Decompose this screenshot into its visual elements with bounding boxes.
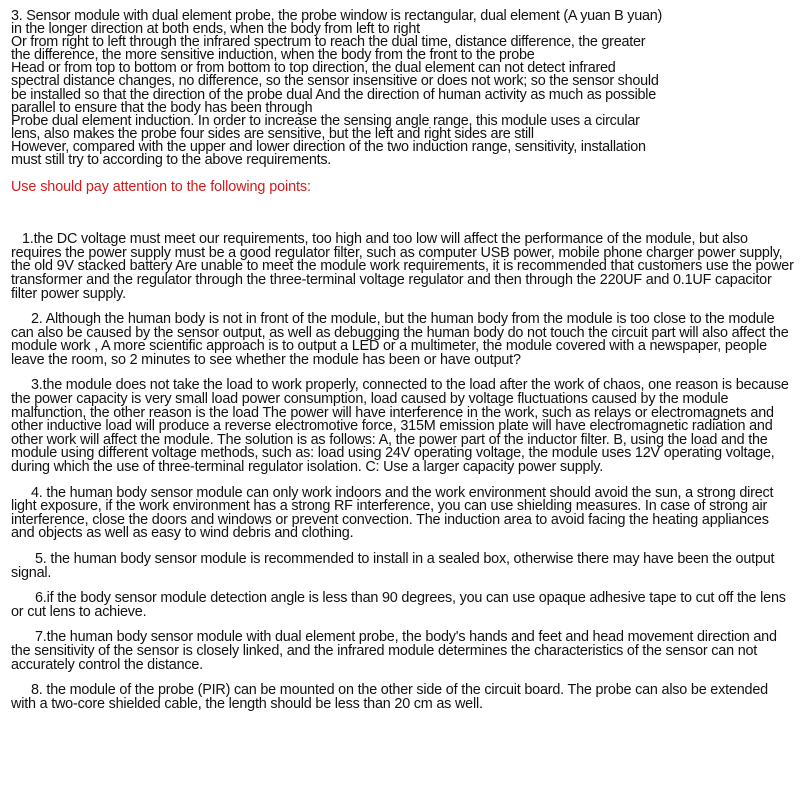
intro-line: Or from right to left through the infrared spectrum to reach the dual time, distance difference, the greater [11,34,646,51]
intro-line: Probe dual element induction. In order to increase the sensing angle range, this module uses a circular [11,112,640,129]
point-item: 3.the module does not take the load to work properly, connected to the load after the work of chaos, one reason is because the power capacity is very small load power consumption, load caused by voltage fluctuations caused by the module malfunction, the other reason is the load The power will have interference in the work, such as relays or electromagnets and other inductive load will produce a reverse electromotive force, 315M emission plate will have electromagnetic radiation and other work will affect the module. The solution is as follows: A, the power part of the inductor filter. B, using the load and the module using different voltage methods, such as: load using 24V operating voltage, the module uses 12V operating voltage, during which the use of three-terminal regulator isolation. C: Use a larger capacity power supply. [11,377,789,476]
intro-line: Head or from top to bottom or from bottom to top direction, the dual element can not detect infrared [11,60,616,77]
intro-line: lens, also makes the probe four sides are sensitive, but the left and right sides are still [11,125,534,142]
intro-section [11,10,794,167]
point-item: 1.the DC voltage must meet our requirements, too high and too low will affect the performance of the module, but also requires the power supply must be a good regulator filter, such as computer USB power, mobile phone charger power supply, the old 9V stacked battery Are unable to meet the module work requirements, it is recommended that customers use the power transformer and the regulator through the three-terminal voltage regulator and then through the 220UF and 0.1UF capacitor filter power supply. [11,231,794,302]
intro-line: 3. Sensor module with dual element probe, the probe window is rectangular, dual element (A yuan B yuan) [11,8,663,24]
intro-line: spectral distance changes, no difference, so the sensor insensitive or does not work; so the sensor should [11,73,659,90]
points-list [11,233,794,711]
point-item: 4. the human body sensor module can only work indoors and the work environment should avoid the sun, a strong direct light exposure, if the work environment has a strong RF interference, you can use shielding measures. In case of strong air interference, close the doors and windows or prevent convection. The induction area to avoid facing the heating appliances and objects as well as easy to wind debris and clothing. [11,484,774,542]
attention-heading: Use should pay attention to the following points: [11,179,311,196]
point-item: 2. Although the human body is not in front of the module, but the human body from the module is too close to the module can also be caused by the sensor output, as well as debugging the human body do not touch the circuit part will also affect the module work , A more scientific approach is to output a LED or a multimeter, the module covered with a newspaper, people leave the room, so 2 minutes to see whether the module has been or have output? [11,311,789,368]
intro-line: in the longer direction at both ends, when the body from left to right [11,21,420,38]
intro-line: However, compared with the upper and lower direction of the two induction range, sensitivity, installation [11,138,646,155]
point-item: 7.the human body sensor module with dual element probe, the body's hands and feet and head movement direction and the sensitivity of the sensor is closely linked, and the infrared module determines the characteristics of the sensor can not accurately control the distance. [11,629,777,673]
point-item: 8. the module of the probe (PIR) can be mounted on the other side of the circuit board. The probe can also be extended with a two-core shielded cable, the length should be less than 20 cm as well. [11,682,768,712]
intro-line: be installed so that the direction of the probe dual And the direction of human activity as much as possible [11,86,656,103]
intro-line: parallel to ensure that the body has been through [11,99,313,116]
intro-line: the difference, the more sensitive induction, when the body from the front to the probe [11,47,535,64]
point-item: 5. the human body sensor module is recommended to install in a sealed box, otherwise there may have been the output signal. [11,551,775,581]
intro-line: must still try to according to the above requirements. [11,152,332,169]
point-item: 6.if the body sensor module detection angle is less than 90 degrees, you can use opaque adhesive tape to cut off the lens or cut lens to achieve. [11,590,786,620]
